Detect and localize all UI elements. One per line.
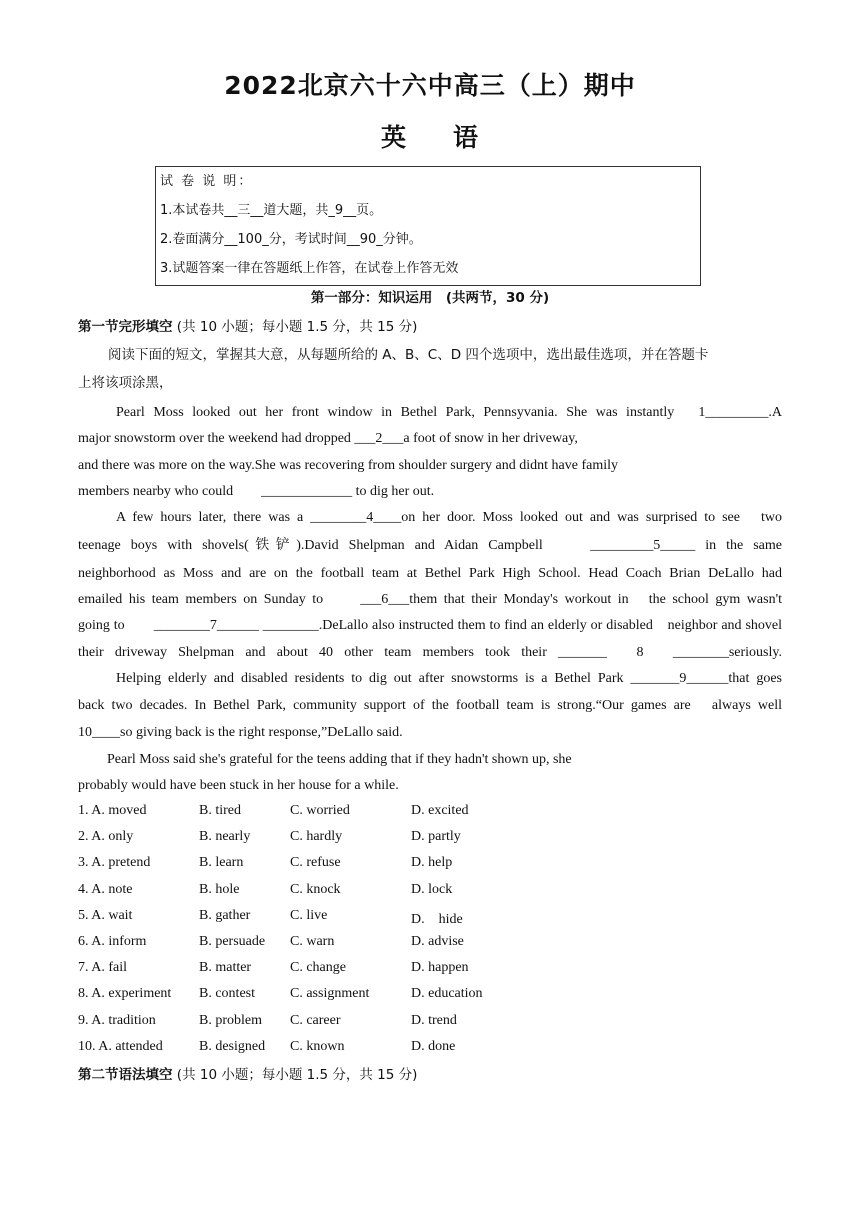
option-choice-d: D. education — [411, 986, 483, 1002]
option-choice-c: C. worried — [290, 803, 350, 818]
option-choice-a: 8. A. experiment — [78, 986, 172, 1002]
section1-scoring: (共 10 小题；每小题 1.5 分，共 15 分) — [176, 319, 418, 335]
option-choice-c: C. warn — [290, 934, 335, 949]
passage-line: Pearl Moss looked out her front window in Bethel Park, Pennsyvania. She was instantly 1_________.A — [116, 405, 782, 420]
option-choice-c: C. known — [290, 1038, 345, 1054]
option-choice-a: 10. A. attended — [78, 1038, 163, 1054]
subject-char: 语 — [453, 123, 480, 152]
option-choice-c: C. hardly — [290, 829, 343, 845]
passage-line: A few hours later, there was a ________4____on her door. Moss looked out and was surprised to see two — [116, 510, 782, 525]
option-choice-b: B. gather — [199, 907, 251, 923]
option-choice-b: B. designed — [199, 1038, 266, 1054]
option-choice-a: 5. A. wait — [78, 907, 133, 923]
notice-line: 3.试题答案一律在答题纸上作答，在试卷上作答无效 — [160, 261, 459, 276]
passage-line: Pearl Moss said she's grateful for the teens adding that if they hadn't shown up, she — [107, 752, 572, 767]
section1-title: 第一节完形填空 — [78, 319, 173, 335]
notice-line: 2.卷面满分__100_分，考试时间__90_分钟。 — [160, 232, 422, 247]
option-choice-b: B. problem — [199, 1012, 262, 1028]
passage-line: major snowstorm over the weekend had dropped ___2___a foot of snow in her driveway, — [78, 431, 578, 446]
page-title: 2022北京六十六中高三（上）期中 — [224, 71, 636, 100]
option-choice-d: D. trend — [411, 1012, 457, 1028]
option-choice-d: D. done — [411, 1038, 456, 1054]
option-choice-a: 6. A. inform — [78, 934, 147, 949]
option-choice-a: 3. A. pretend — [78, 855, 151, 871]
notice-line: 1.本试卷共__三__道大题，共_9__页。 — [160, 203, 383, 218]
option-choice-d: D. partly — [411, 829, 461, 845]
option-choice-a: 9. A. tradition — [78, 1012, 156, 1028]
passage-line: members nearby who could _____________ to dig her out. — [78, 484, 435, 499]
option-choice-c: C. knock — [290, 881, 341, 897]
option-choice-c: C. career — [290, 1012, 341, 1028]
option-choice-c: C. change — [290, 960, 346, 976]
option-choice-a: 7. A. fail — [78, 960, 127, 976]
notice-heading: 试 卷 说 明： — [160, 174, 254, 189]
passage-line: Helping elderly and disabled residents to dig out after snowstorms is a Bethel Park _______9______that goes — [116, 671, 782, 686]
option-choice-a: 4. A. note — [78, 881, 133, 897]
passage-line: teenage boys with shovels(铁铲).David Shelpman and Aidan Campbell _________5_____ in the same — [78, 538, 782, 553]
passage-line: 10____so giving back is the right response,”DeLallo said. — [78, 725, 403, 740]
option-choice-b: B. nearly — [199, 829, 251, 845]
exam-notice-box — [155, 166, 701, 286]
option-choice-a: 2. A. only — [78, 829, 134, 845]
section2-title: 第二节语法填空 — [78, 1067, 173, 1083]
passage-line: back two decades. In Bethel Park, community support of the football team is strong.“Our games are always well — [78, 698, 782, 713]
section1-heading — [78, 318, 417, 336]
option-choice-c: C. live — [290, 907, 328, 923]
passage-line: neighborhood as Moss and are on the football team at Bethel Park High School. Head Coach Brian DeLallo had — [78, 566, 782, 581]
option-choice-d: D. excited — [411, 803, 469, 818]
section2-scoring: (共 10 小题；每小题 1.5 分，共 15 分) — [176, 1067, 418, 1083]
instruction-line: 阅读下面的短文，掌握其大意，从每题所给的 A、B、C、D 四个选项中，选出最佳选项，并在答题卡 — [108, 347, 709, 363]
option-choice-d: D. advise — [411, 934, 464, 949]
option-choice-b: B. hole — [199, 881, 240, 897]
section2-heading — [78, 1066, 417, 1084]
subject-title — [0, 118, 860, 154]
passage-line: going to ________7______ ________.DeLallo also instructed them to find an elderly or disabled neighbor and shovel — [78, 618, 782, 633]
option-choice-b: B. matter — [199, 960, 252, 976]
option-choice-a: 1. A. moved — [78, 803, 147, 818]
passage-line: and there was more on the way.She was recovering from shoulder surgery and didnt have family — [78, 458, 619, 473]
option-choice-c: C. assignment — [290, 986, 370, 1002]
passage-line: their driveway Shelpman and about 40 other team members took their _______ 8 ________seriously. — [78, 645, 782, 660]
option-choice-b: B. contest — [199, 986, 255, 1002]
passage-line: probably would have been stuck in her house for a while. — [78, 778, 399, 793]
option-choice-d: D. happen — [411, 960, 469, 976]
option-choice-b: B. persuade — [199, 934, 266, 949]
option-choice-b: B. learn — [199, 855, 244, 871]
option-choice-b: B. tired — [199, 803, 241, 818]
passage-line: emailed his team members on Sunday to ___6___them that their Monday's workout in the school gym wasn't — [78, 592, 782, 607]
option-choice-d: D. lock — [411, 881, 453, 897]
instruction-line: 上将该项涂黑， — [78, 375, 173, 391]
option-choice-c: C. refuse — [290, 855, 341, 871]
option-choice-d: D. hide — [411, 911, 463, 927]
option-choice-d: D. help — [411, 855, 453, 871]
part1-title: 第一部分：知识运用 (共两节，30 分) — [310, 290, 550, 306]
subject-char: 英 — [380, 123, 407, 152]
